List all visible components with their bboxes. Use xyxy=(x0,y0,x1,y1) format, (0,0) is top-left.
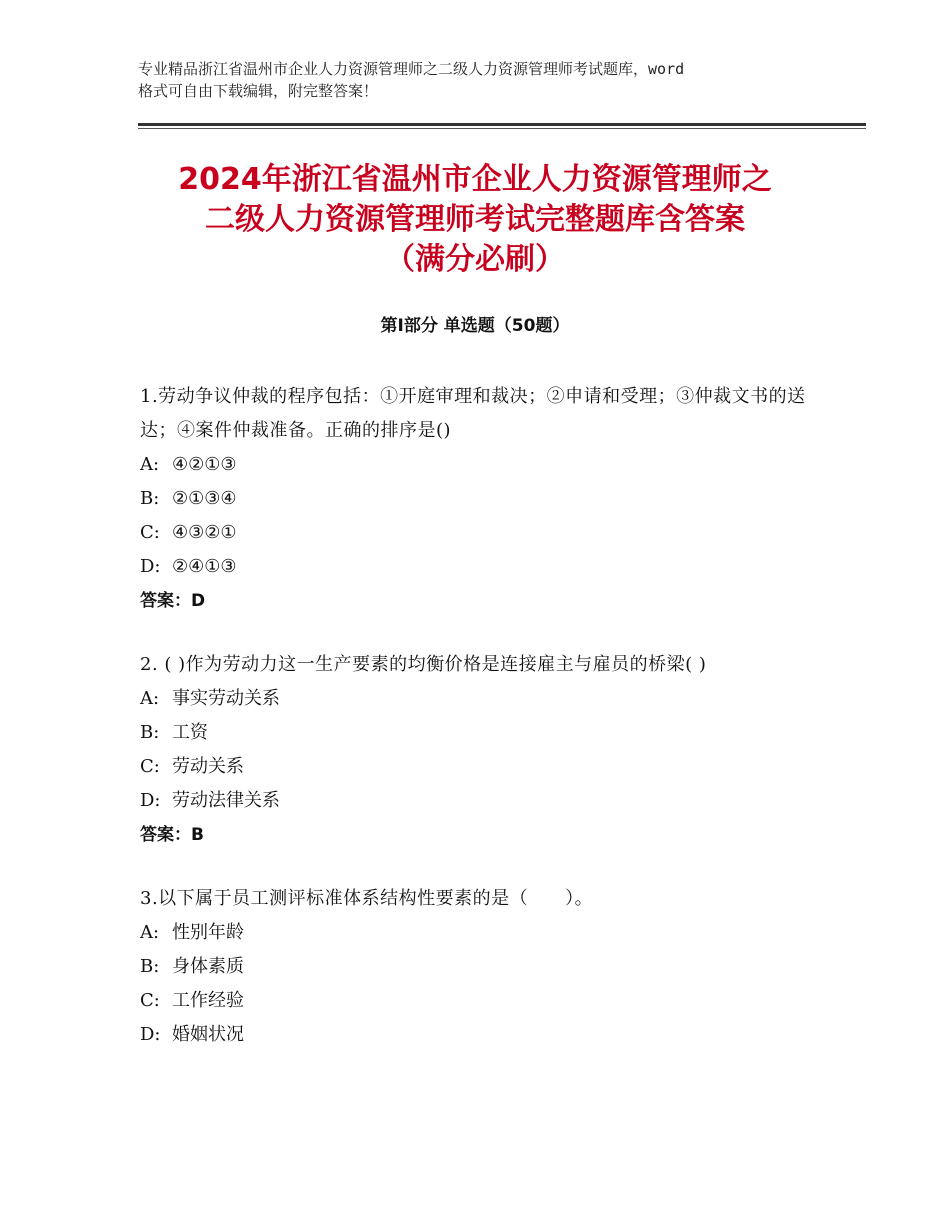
option-letter: C: xyxy=(140,990,160,1011)
option-letter: D: xyxy=(140,790,161,811)
section-title: 第Ⅰ部分 单选题（50题） xyxy=(380,316,570,336)
option-letter: A: xyxy=(140,688,160,709)
answer: 答案：D xyxy=(140,591,206,611)
option-a xyxy=(140,916,820,950)
option-c xyxy=(140,750,820,784)
question-list xyxy=(140,380,820,1082)
option-c xyxy=(140,516,820,550)
question-3 xyxy=(140,882,820,1052)
document-title-line-3: （满分必刷） xyxy=(385,242,565,277)
option-letter: D: xyxy=(140,1024,161,1045)
option-b xyxy=(140,950,820,984)
header-note-line-1: 专业精品浙江省温州市企业人力资源管理师之二级人力资源管理师考试题库，word xyxy=(138,60,685,78)
option-d xyxy=(140,550,820,584)
question-1 xyxy=(140,380,820,618)
option-d xyxy=(140,784,820,818)
option-text: 事实劳动关系 xyxy=(172,688,280,709)
option-text: 身体素质 xyxy=(172,956,244,977)
document-title xyxy=(100,160,850,280)
header-note-line-2: 格式可自由下载编辑，附完整答案！ xyxy=(138,82,379,100)
option-letter: C: xyxy=(140,522,160,543)
option-text: 婚姻状况 xyxy=(172,1024,244,1045)
option-text: 性别年龄 xyxy=(172,922,244,943)
question-stem: 1.劳动争议仲裁的程序包括：①开庭审理和裁决；②申请和受理；③仲裁文书的送达；④案件仲裁准备。正确的排序是() xyxy=(140,386,806,441)
document-title-line-2: 二级人力资源管理师考试完整题库含答案 xyxy=(205,202,745,237)
header-divider-thick xyxy=(138,123,866,126)
option-a xyxy=(140,682,820,716)
question-stem: 3.以下属于员工测评标准体系结构性要素的是（ ）。 xyxy=(140,888,594,909)
option-d xyxy=(140,1018,820,1052)
option-text: ④③②① xyxy=(172,522,237,543)
header-note xyxy=(138,58,828,102)
option-text: 劳动关系 xyxy=(172,756,244,777)
option-a xyxy=(140,448,820,482)
option-b xyxy=(140,482,820,516)
option-letter: C: xyxy=(140,756,160,777)
option-letter: B: xyxy=(140,488,160,509)
question-2 xyxy=(140,648,820,852)
option-c xyxy=(140,984,820,1018)
option-letter: B: xyxy=(140,722,160,743)
answer: 答案：B xyxy=(140,825,204,845)
option-text: 劳动法律关系 xyxy=(172,790,280,811)
option-letter: D: xyxy=(140,556,161,577)
option-b xyxy=(140,716,820,750)
option-text: 工作经验 xyxy=(172,990,244,1011)
option-text: ②④①③ xyxy=(172,556,237,577)
question-stem: 2. ( )作为劳动力这一生产要素的均衡价格是连接雇主与雇员的桥梁( ) xyxy=(140,654,707,675)
option-text: ②①③④ xyxy=(172,488,237,509)
document-title-line-1: 2024年浙江省温州市企业人力资源管理师之 xyxy=(178,162,772,197)
option-letter: A: xyxy=(140,454,160,475)
option-letter: A: xyxy=(140,922,160,943)
option-letter: B: xyxy=(140,956,160,977)
option-text: 工资 xyxy=(172,722,208,743)
header-divider-thin xyxy=(138,128,866,129)
option-text: ④②①③ xyxy=(172,454,237,475)
